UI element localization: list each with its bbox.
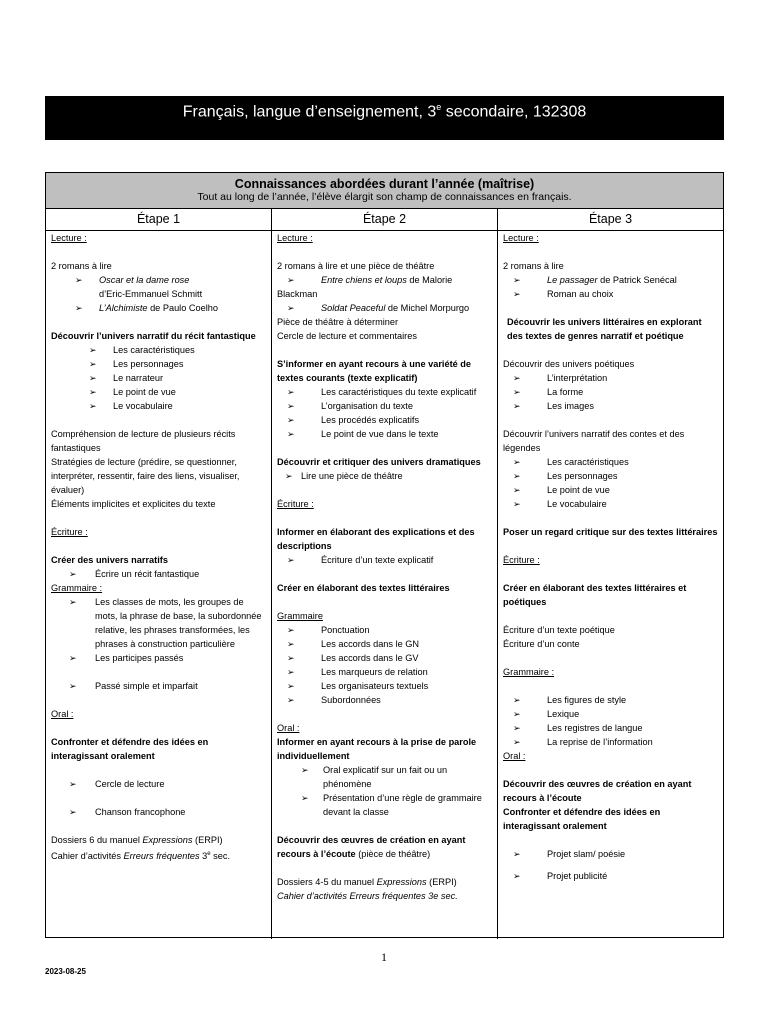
- table-header: [46, 173, 723, 209]
- list-item: ➢ Ponctuation: [287, 625, 370, 635]
- list-item: ➢ Soldat Peaceful de Michel Morpurgo: [287, 303, 470, 313]
- list-item: ➢ L’interprétation: [513, 373, 608, 383]
- list-item: ➢ Cercle de lecture: [69, 779, 165, 789]
- text-elements: Éléments implicites et explicites du texte: [51, 499, 216, 509]
- arrow-bullet-icon: ➢: [69, 569, 77, 579]
- column-headers: [46, 209, 723, 231]
- section-heading: Informer en ayant recours à la prise de parole individuellement: [277, 737, 477, 761]
- arrow-bullet-icon: ➢: [69, 653, 77, 663]
- text-poetiques: Découvrir des univers poétiques: [503, 359, 635, 369]
- text-cahier: Cahier d’activités Erreurs fréquentes 3e sec.: [51, 851, 231, 862]
- section-lecture: Lecture :: [277, 233, 313, 243]
- arrow-bullet-icon: ➢: [69, 597, 77, 607]
- list-item: ➢ Le vocabulaire: [89, 401, 173, 411]
- list-item: ➢ Subordonnées: [287, 695, 381, 705]
- section-grammaire: Grammaire :: [503, 667, 555, 677]
- section-grammaire: Grammaire: [277, 611, 323, 621]
- list-item: ➢ Oscar et la dame rose: [75, 275, 190, 285]
- section-heading: Poser un regard critique sur des textes littéraires: [503, 527, 718, 537]
- column-header-etape-3: Étape 3: [588, 212, 633, 226]
- arrow-bullet-icon: ➢: [513, 275, 521, 285]
- document-date: 2023-08-25: [45, 967, 86, 976]
- list-item: ➢ Présentation d’une règle de grammaire devant la classe: [301, 793, 482, 817]
- arrow-bullet-icon: ➢: [513, 387, 521, 397]
- arrow-bullet-icon: ➢: [513, 849, 521, 859]
- list-item: ➢ Projet publicité: [513, 871, 608, 881]
- arrow-bullet-icon: ➢: [301, 765, 309, 775]
- list-item: ➢ Les procédés explicatifs: [287, 415, 420, 425]
- table-title: Connaissances abordées durant l’année (maîtrise): [234, 177, 535, 191]
- romans-label: 2 romans à lire: [503, 261, 564, 271]
- arrow-bullet-icon: ➢: [287, 415, 295, 425]
- list-item: ➢ La forme: [513, 387, 584, 397]
- section-ecriture: Écriture :: [277, 499, 314, 509]
- text-piece: Pièce de théâtre à déterminer: [277, 317, 399, 327]
- text-comprehension: Compréhension de lecture de plusieurs récits fantastiques: [51, 429, 236, 453]
- section-oral: Oral :: [277, 723, 300, 733]
- document-title: [45, 96, 724, 140]
- section-heading: Créer des univers narratifs: [51, 555, 168, 565]
- column-etape-2: [272, 231, 498, 939]
- arrow-bullet-icon: ➢: [69, 681, 77, 691]
- section-heading-ecoute: Découvrir des œuvres de création en ayant recours à l’écoute (pièce de théâtre): [277, 835, 466, 859]
- section-heading: Découvrir et critiquer des univers dramatiques: [277, 457, 481, 467]
- list-item: ➢ Les accords dans le GV: [287, 653, 419, 663]
- list-item: ➢ Les images: [513, 401, 594, 411]
- section-heading: S’informer en ayant recours à une variété de textes courants (texte explicatif): [277, 359, 472, 383]
- text-ecriture-2: Écriture d’un conte: [503, 639, 580, 649]
- list-item: ➢ Les participes passés: [69, 653, 184, 663]
- list-item: ➢ Les marqueurs de relation: [287, 667, 428, 677]
- column-etape-1: [46, 231, 272, 939]
- arrow-bullet-icon: ➢: [287, 387, 295, 397]
- arrow-bullet-icon: ➢: [287, 653, 295, 663]
- arrow-bullet-icon: ➢: [287, 275, 295, 285]
- list-item: ➢ Les accords dans le GN: [287, 639, 420, 649]
- section-oral: Oral :: [51, 709, 74, 719]
- arrow-bullet-icon: ➢: [513, 471, 521, 481]
- list-item: ➢ Projet slam/ poésie: [513, 849, 626, 859]
- arrow-bullet-icon: ➢: [513, 723, 521, 733]
- arrow-bullet-icon: ➢: [513, 695, 521, 705]
- list-item: ➢ Passé simple et imparfait: [69, 681, 198, 691]
- section-heading: Informer en élaborant des explications et des descriptions: [277, 527, 475, 551]
- romans-label: 2 romans à lire et une pièce de théâtre: [277, 261, 435, 271]
- arrow-bullet-icon: ➢: [89, 373, 97, 383]
- section-heading: Découvrir l’univers narratif du récit fantastique: [51, 331, 256, 341]
- list-item: ➢ Roman au choix: [513, 289, 614, 299]
- list-item: ➢ Le point de vue: [513, 485, 610, 495]
- arrow-bullet-icon: ➢: [285, 471, 293, 481]
- knowledge-table: [45, 172, 724, 938]
- section-heading: Confronter et défendre des idées en interagissant oralement: [51, 737, 209, 761]
- section-heading: Découvrir des œuvres de création en ayant recours à l’écoute: [503, 779, 692, 803]
- column-header-etape-2: Étape 2: [272, 209, 498, 230]
- section-lecture: Lecture :: [51, 233, 87, 243]
- arrow-bullet-icon: ➢: [513, 373, 521, 383]
- arrow-bullet-icon: ➢: [287, 303, 295, 313]
- section-ecriture: Écriture :: [51, 527, 88, 537]
- arrow-bullet-icon: ➢: [513, 871, 521, 881]
- arrow-bullet-icon: ➢: [287, 429, 295, 439]
- text-dossiers: Dossiers 6 du manuel Expressions (ERPI): [51, 835, 223, 845]
- list-item: ➢ La reprise de l’information: [513, 737, 653, 747]
- list-item: ➢ Lire une pièce de théâtre: [285, 471, 403, 481]
- arrow-bullet-icon: ➢: [287, 401, 295, 411]
- section-ecriture: Écriture :: [503, 555, 540, 565]
- arrow-bullet-icon: ➢: [89, 401, 97, 411]
- arrow-bullet-icon: ➢: [513, 401, 521, 411]
- list-item: ➢ Les registres de langue: [513, 723, 643, 733]
- text-cercle: Cercle de lecture et commentaires: [277, 331, 417, 341]
- table-body: [46, 231, 723, 939]
- list-item: ➢ Écriture d’un texte explicatif: [287, 555, 434, 565]
- text-cahier: Cahier d’activités Erreurs fréquentes 3e sec.: [277, 891, 458, 901]
- text-ecriture-1: Écriture d’un texte poétique: [503, 625, 615, 635]
- list-item: ➢ Les organisateurs textuels: [287, 681, 429, 691]
- arrow-bullet-icon: ➢: [287, 695, 295, 705]
- text-strategies: Stratégies de lecture (prédire, se questionner, interpréter, ressentir, faire des liens, visualiser, évaluer): [51, 457, 240, 495]
- arrow-bullet-icon: ➢: [513, 289, 521, 299]
- arrow-bullet-icon: ➢: [287, 667, 295, 677]
- page-number: 1: [381, 950, 387, 964]
- arrow-bullet-icon: ➢: [287, 639, 295, 649]
- section-oral: Oral :: [503, 751, 526, 761]
- arrow-bullet-icon: ➢: [75, 275, 83, 285]
- list-item: ➢ Les classes de mots, les groupes de mots, la phrase de base, la subordonnée relative, les phrases transformées, les phrases à construction particulière: [69, 597, 262, 649]
- list-item: ➢ Les caractéristiques: [513, 457, 629, 467]
- arrow-bullet-icon: ➢: [75, 303, 83, 313]
- arrow-bullet-icon: ➢: [89, 359, 97, 369]
- list-item: ➢ Oral explicatif sur un fait ou un phénomène: [301, 765, 448, 789]
- arrow-bullet-icon: ➢: [513, 485, 521, 495]
- section-heading: Confronter et défendre des idées en interagissant oralement: [503, 807, 661, 831]
- list-item: ➢ Entre chiens et loups de Malorie Blackman: [277, 275, 453, 299]
- list-item: ➢ Le point de vue: [89, 387, 176, 397]
- list-item: ➢ Le passager de Patrick Senécal: [513, 275, 677, 285]
- romans-label: 2 romans à lire: [51, 261, 112, 271]
- list-item: ➢ Lexique: [513, 709, 580, 719]
- list-item: ➢ Le vocabulaire: [513, 499, 607, 509]
- arrow-bullet-icon: ➢: [287, 555, 295, 565]
- list-item: ➢ Écrire un récit fantastique: [69, 569, 200, 579]
- section-lecture: Lecture :: [503, 233, 539, 243]
- arrow-bullet-icon: ➢: [89, 387, 97, 397]
- text-contes: Découvrir l’univers narratif des contes et des légendes: [503, 429, 685, 453]
- list-item-continuation: d’Eric-Emmanuel Schmitt: [99, 289, 203, 299]
- arrow-bullet-icon: ➢: [69, 807, 77, 817]
- title-text: Français, langue d’enseignement, 3e secondaire, 132308: [182, 102, 587, 121]
- list-item: ➢ Les personnages: [513, 471, 618, 481]
- column-etape-3: [498, 231, 723, 939]
- list-item: ➢ L’organisation du texte: [287, 401, 413, 411]
- arrow-bullet-icon: ➢: [513, 737, 521, 747]
- section-heading: Créer en élaborant des textes littéraires: [277, 583, 450, 593]
- list-item: ➢ Le narrateur: [89, 373, 164, 383]
- arrow-bullet-icon: ➢: [287, 681, 295, 691]
- list-item: ➢ Les caractéristiques du texte explicatif: [287, 387, 477, 397]
- arrow-bullet-icon: ➢: [69, 779, 77, 789]
- arrow-bullet-icon: ➢: [513, 499, 521, 509]
- list-item: ➢ Chanson francophone: [69, 807, 186, 817]
- section-heading: Créer en élaborant des textes littéraires et poétiques: [503, 583, 687, 607]
- list-item: ➢ Les caractéristiques: [89, 345, 195, 355]
- list-item: ➢ L’Alchimiste de Paulo Coelho: [75, 303, 219, 313]
- arrow-bullet-icon: ➢: [287, 625, 295, 635]
- arrow-bullet-icon: ➢: [513, 709, 521, 719]
- list-item: ➢ Les figures de style: [513, 695, 627, 705]
- list-item: ➢ Le point de vue dans le texte: [287, 429, 439, 439]
- list-item: ➢ Les personnages: [89, 359, 184, 369]
- column-header-etape-1: Étape 1: [46, 209, 272, 230]
- arrow-bullet-icon: ➢: [301, 793, 309, 803]
- section-heading: Découvrir les univers littéraires en explorant des textes de genres narratif et poétique: [507, 317, 702, 341]
- arrow-bullet-icon: ➢: [513, 457, 521, 467]
- section-grammaire: Grammaire :: [51, 583, 103, 593]
- table-subtitle: Tout au long de l’année, l’élève élargit son champ de connaissances en français.: [197, 191, 572, 203]
- arrow-bullet-icon: ➢: [89, 345, 97, 355]
- text-dossiers: Dossiers 4-5 du manuel Expressions (ERPI): [277, 877, 457, 887]
